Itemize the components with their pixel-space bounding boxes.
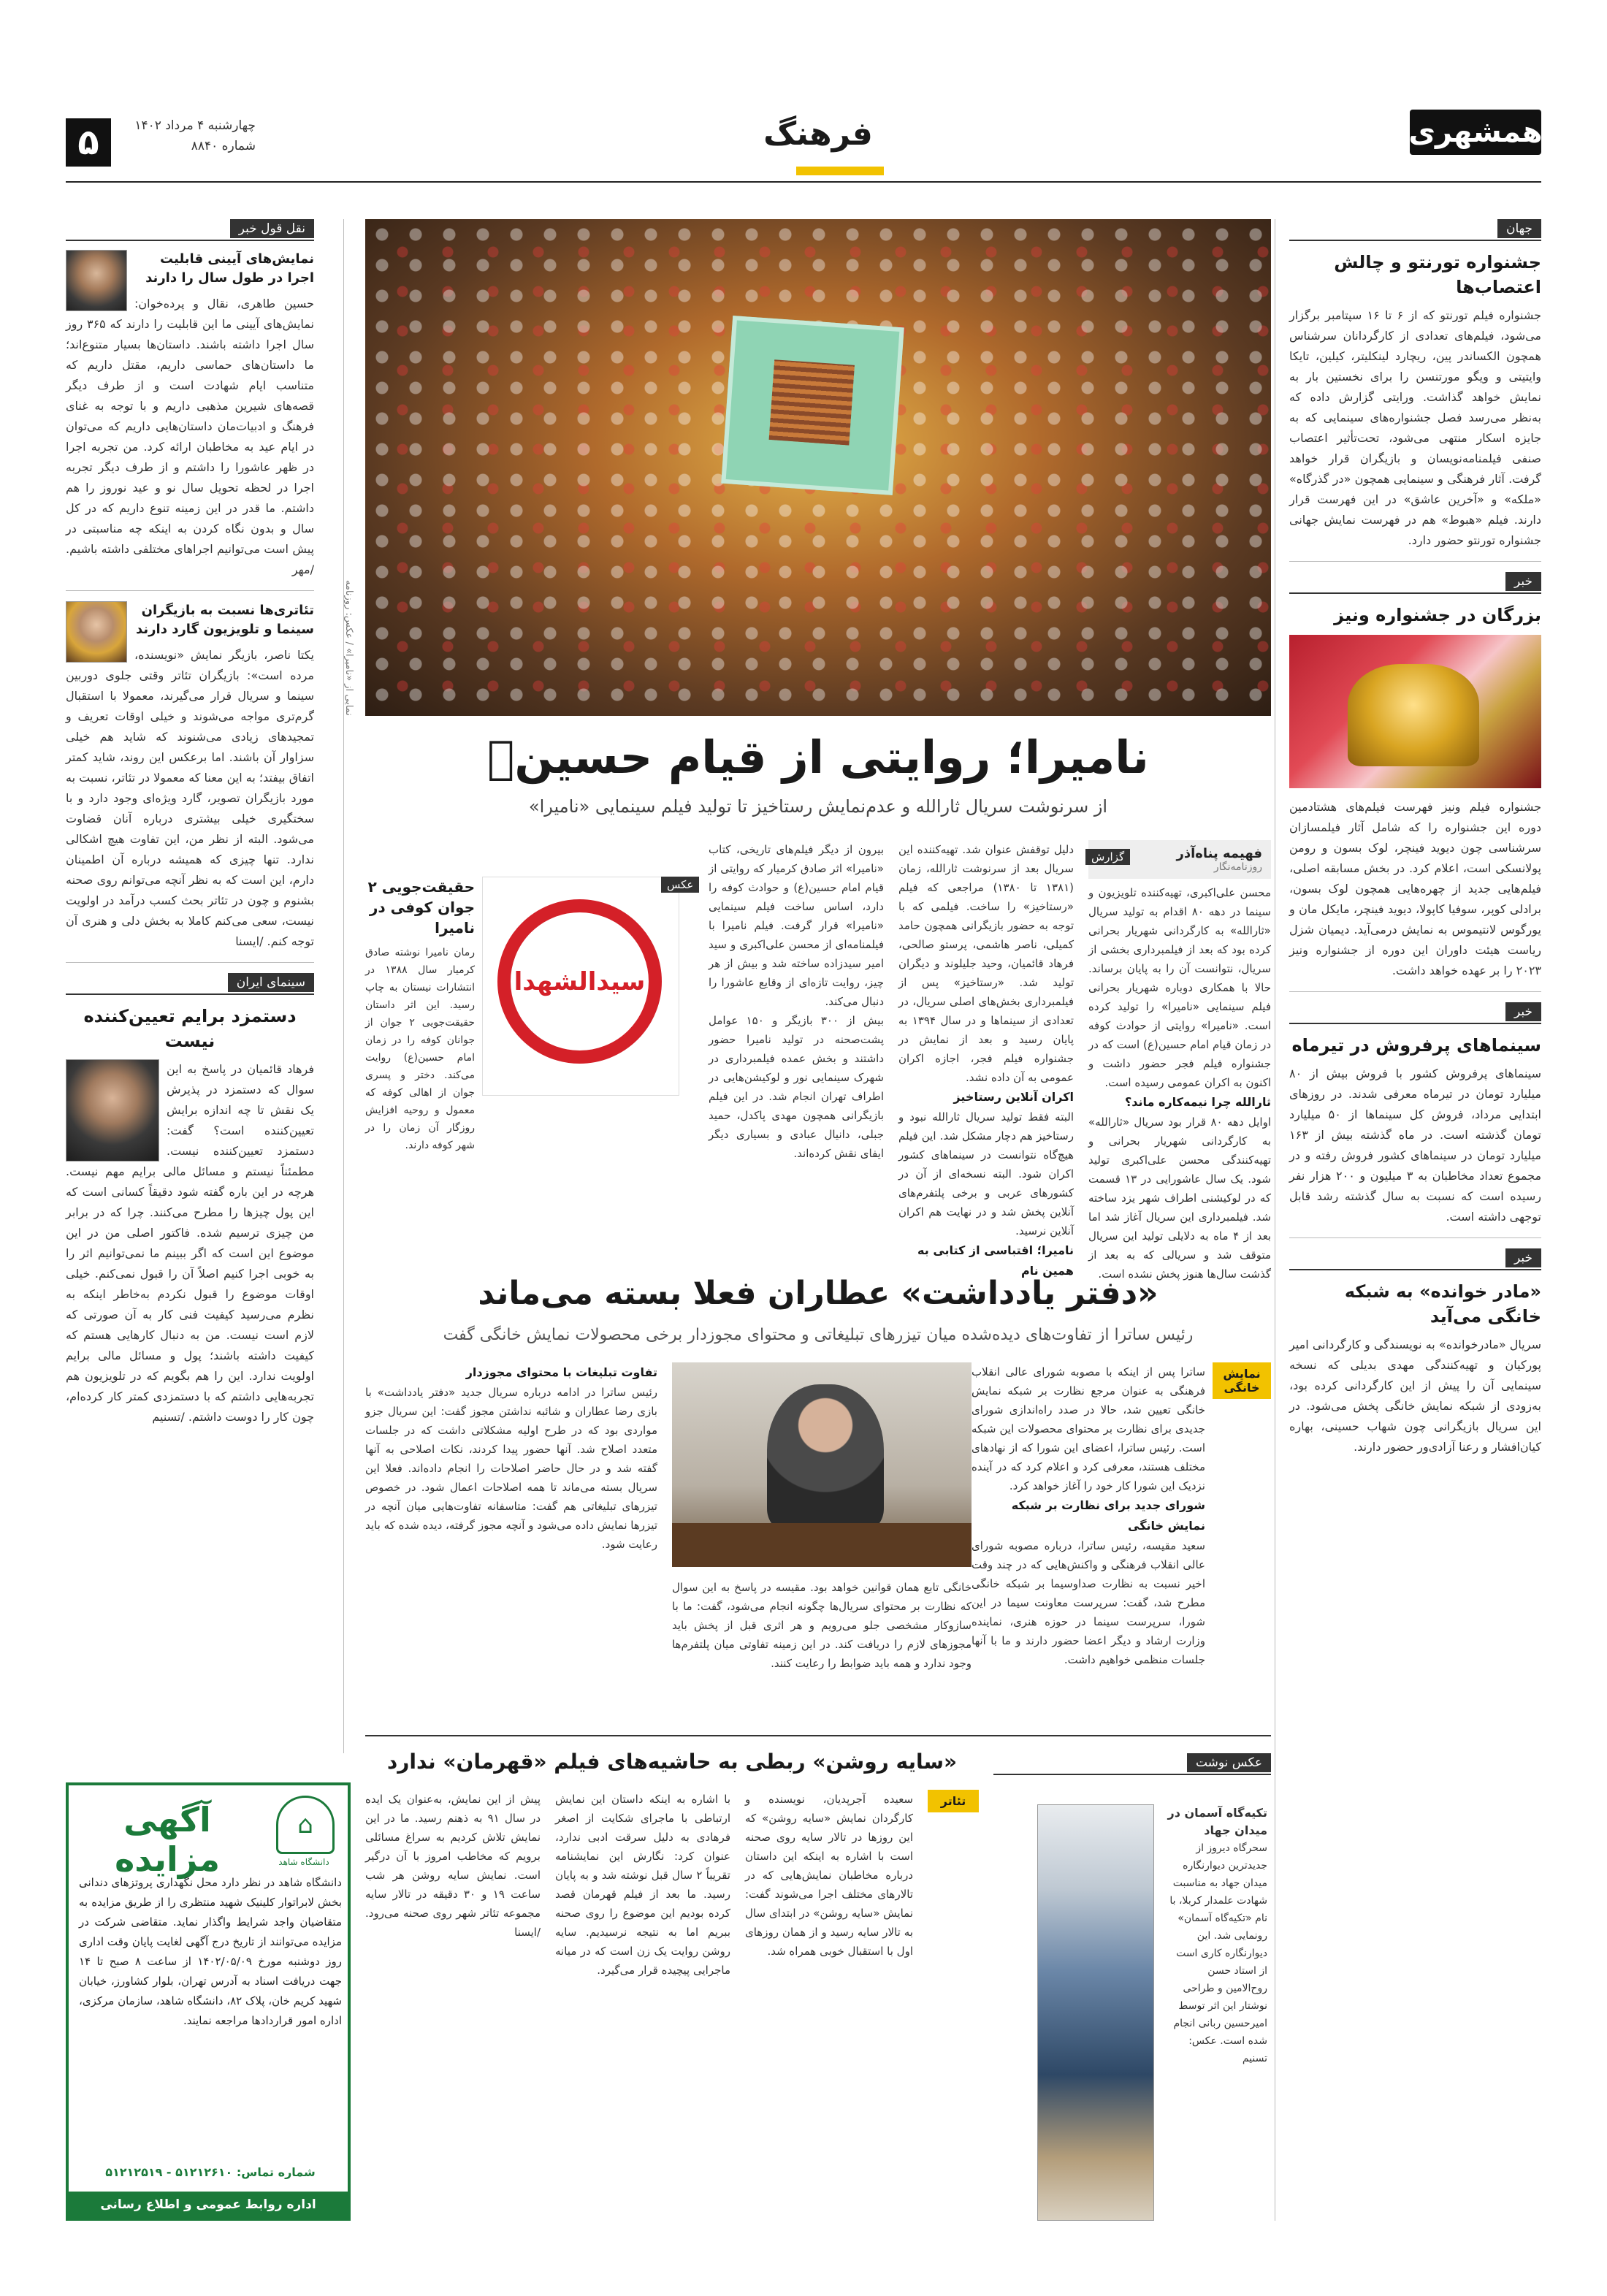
subhead: نامیرا؛ اقتباسی از کتابی به همین نام [917,1243,1074,1278]
article-column [898,840,1074,1281]
article2-subheadline: رئیس ساترا از تفاوت‌های دیده‌شده میان تیزرهای تبلیغاتی و محتوای مجوزدار برخی محصولات نمایش خانگی گفت [443,1326,1194,1344]
poster-tag: عکس [661,877,699,893]
main-headline: نامیرا؛ روایتی از قیام حسینؑ [487,731,1149,784]
article-text: بیرون از دیگر فیلم‌های تاریخی، کتاب «نامیرا» اثر صادق کرمیار که روایتی از قیام امام حسین(ع) و حوادث کوفه را دارد، اساس ساخت فیلم سینمایی «نامیرا» قرار گرفت. فیلم نامیرا با فیلمنامه‌ای از محسن علی‌اکبری و سید امیر سیدزاده ساخته شد و بیش از هر چیز، روایت تازه‌ای از وقایع عاشورا را دنبال می‌کند. [709,843,884,1008]
hero-photo [365,219,1271,716]
avatar [66,250,127,311]
ad-text: دانشگاه شاهد در نظر دارد محل نگهداری پروتزهای دندانی بخش لابراتوار کلینیک شهید منتظری را از طریق مزایده به متقاضیان واجد شرایط واگذار نماید. متقاضی شرکت در مزایده می‌توانند از تاریخ درج آگهی لغایت پایان وقت اداری روز دوشنبه مورخ ۱۴۰۲/۰۵/۰۹ از ساعت ۸ صبح تا ۱۴ جهت دریافت اسناد به آدرس تهران، بلوار کشاورز، خیابان شهید کریم خان، پلاک ۸۲، دانشگاه شاهد، سازمان مرکزی، اداره امور قراردادها مراجعه نمایند. [78,1876,342,2027]
label-bar [993,1753,1271,1775]
article-text: البته فقط تولید سریال ثارالله نبود و رستاخیز هم دچار مشکل شد. این فیلم هیچ‌گاه نتوانست در سینماهای کشور اکران شود. البته نسخه‌ای از آن در کشورهای عربی و برخی پلتفرم‌های آنلاین پخش شد و در نهایت هم اکران آنلاین نرسید. [898,1110,1074,1237]
subhead: تفاوت تبلیغات با محتوای مجوزدار [465,1365,657,1379]
ad-phone: شماره تماس: ۵۱۲۱۲۶۱۰ - ۵۱۲۱۲۵۱۹ [105,2165,316,2179]
report-label: گزارش [1085,849,1130,865]
article-column [972,1362,1205,1669]
divider [365,1735,1271,1736]
article-text: خانگی تابع همان قوانین خواهد بود. مقیسه در پاسخ به این سوال که نظارت بر محتوای سریال‌ها چگونه انجام می‌شود، گفت: ما با سازوکار مشخصی جلو می‌رویم و هر اثری قبل از پخش باید مجوزهای لازم را دریافت کند. در این زمینه تفاوتی میان پلتفرم‌ها وجود ندارد و همه باید ضوابط را رعایت کنند. [672,1581,972,1670]
article-column [709,840,884,1163]
label-bar [66,973,314,995]
byline [1088,840,1271,879]
article-text: محسن علی‌اکبری، تهیه‌کننده تلویزیون و سینما در دهه ۸۰ اقدام به تولید سریال «ثارالله» به کارگردانی شهریار بحرانی کرده بود که بعد از فیلمبرداری بخشی از سریال، نتوانست آن را به پایان برساند. حالا با همکاری دوباره شهریار بحرانی فیلم سینمایی «نامیرا» را تولید کرده است. «نامیرا» روایتی از حوادث کوفه در زمان قیام امام حسین(ع) است که در جشنواره فیلم فجر حضور داشت و اکنون به اکران عمومی رسیده است. [1088,886,1271,1089]
section-label: عکس نوشت [1187,1753,1271,1772]
left-column [66,219,314,1427]
headline-venice: بزرگان در جشنواره ونیز [1334,605,1541,625]
divider [1289,991,1541,992]
masthead-divider [66,181,1541,183]
article-text: با اشاره به اینکه داستان این نمایش ارتباطی با ماجرای شکایت از اصغر فرهادی به دلیل سرقت ادبی ندارد، عنوان کرد: نگارش این نمایشنامه تقریباً ۲ سال قبل نوشته شد و به پایان رسید. ما بعد از فیلم قهرمان قصد کرده بودیم این موضوع را روی صحنه ببریم اما به نتیجه نرسیدیم. سایه روشن روایت یک زن است که در میانه ماجرایی پیچیده قرار می‌گیرد. [555,1793,730,1977]
subhead: شورای جدید برای نظارت بر شبکه نمایش خانگی [1011,1498,1205,1533]
venice-lion-photo [1289,635,1541,788]
masthead [66,110,1541,179]
mural-caption-text: سحرگاه دیروز از جدیدترین دیوارنگاره میدان جهاد به مناسبت شهادت علمدار کربلا، با نام «تکیه‌گاه آسمان» رونمایی شد. این دیوارنگاره کاری است از استاد حسن روح‌الامین و طراحی نوشتار این اثر توسط امیرحسین ربانی انجام شده است. عکس: تسنیم [1169,1842,1267,2064]
auction-ad [66,1782,351,2221]
quote-1 [66,250,314,580]
sidebar-poster [482,877,679,1096]
mural-title: تکیه‌گاه آسمان در میدان جهاد [1167,1806,1267,1837]
article-text: اوایل دهه ۸۰ قرار بود سریال «ثارالله» به کارگردانی شهریار بحرانی و تهیه‌کنندگی محسن علی‌اکبری تولید شود. یک سال عاشورایی در ۱۳ قسمت که در لوکیشنی اطراف شهر یزد ساخته شد. فیلمبرداری این سریال آغاز شد اما بعد از ۴ ماه به دلایلی تولید این سریال متوقف شد و سریالی که به بعد از گذشت سال‌ها هنوز پخش نشده است. [1088,1115,1272,1281]
author-role: روزنامه‌نگار [1213,861,1262,873]
box-headline [365,877,475,1154]
label-bar [1289,219,1541,241]
label-bar [1289,1248,1541,1270]
body-madarkhandeh: سریال «مادرخوانده» به نویسندگی و کارگردانی امیر پورکیان و تهیه‌کنندگی مهدی بدیلی که نسخه سینمایی آن را پیش از این کارگردانی کرده بود، به‌زودی از شبکه نمایش خانگی پخش می‌شود. در این سریال بازیگرانی چون شهاب حسینی، بهاره کیان‌افشار و رعنا آزادی‌ور حضور دارند. [1289,1338,1541,1454]
subhead: اکران آنلاین رستاخیز [953,1090,1074,1104]
desk [672,1523,972,1567]
category-tag: نمایش خانگی [1213,1362,1271,1399]
article2-headline: «دفتر یادداشت» عطاران فعلا بسته می‌ماند [478,1275,1159,1312]
section-label: سینمای ایران [228,973,314,992]
avatar [66,1059,159,1162]
mural-caption [1165,1804,1267,2067]
article-column [365,1362,657,1554]
issue-date: چهارشنبه ۴ مرداد ۱۴۰۲ [134,118,256,133]
right-column [1289,219,1541,1457]
photo-credit: نمایی از «نامیرا» / عکس: روزنامه [343,580,354,716]
headline-toronto: جشنواره تورنتو و چالش اعتصاب‌ها [1334,252,1541,297]
golden-lion-icon [1348,664,1479,766]
body-venice: جشنواره فیلم ونیز فهرست فیلم‌های هشتادمین دوره این جشنواره را که شامل آثار فیلمسازان سرشناسی چون دیوید فینچر، لوک بسون و رومن پولانسکی است، اعلام کرد. در بخش مسابقه اصلی، فیلم‌هایی جدید از چهره‌هایی همچون لوک بسون، برادلی کوپر، سوفیا کاپولا، دیوید فینچر، مایکل مان و یورگوس لانتیموس به نمایش درمی‌آید. دیمیان شزل ریاست هیئت داوران این دوره از جشنواره ونیز ۲۰۲۳ را بر عهده خواهد داشت. [1289,800,1541,977]
section-title-bar [796,167,884,175]
article-column [365,1790,541,1942]
person-figure [767,1384,884,1530]
article-text: پیش از این نمایش، به‌عنوان یک ایده در سال ۹۱ به ذهنم رسید. ما در این نمایش تلاش کردیم به سراغ مسائلی برویم که مخاطب امروز با آن درگیر است. نمایش سایه روشن هر شب ساعت ۱۹ و ۳۰ دقیقه در تالار سایه مجموعه تئاتر شهر روی صحنه می‌رود. /ایسنا [365,1793,541,1939]
label-bar [1289,572,1541,594]
ad-footer: اداره روابط عمومی و اطلاع رسانی [69,2192,348,2218]
section-title: فرهنگ [763,115,873,153]
label-bar [66,219,314,241]
headline-madarkhandeh: «مادر خوانده» به شبکه خانگی می‌آید [1344,1281,1541,1327]
ad-logo-text: دانشگاه شاهد [278,1857,329,1867]
body-qaemian: فرهاد قائمیان در پاسخ به این سوال که دستمزد در پذیرش یک نقش تا چه اندازه برایش تعیین‌کننده است؟ گفت: دستمزد تعیین‌کننده نیست. مطمئناً نیستم و مسائل مالی برایم مهم نیست. هرچه در این باره گفته شود دقیقاً کسانی است که این پول چیزها را مطرح می‌کنند. چرا که در برابر من چیزی ترسیم شده. فاکتور اصلی من در این موضوع این است که اگر ببینم ما نمی‌توانیم اثر را به خوبی اجرا کنیم اصلاً آن را قبول نمی‌کنم. خیلی اوقات موضوع را قبول نکردم به‌خاطر اینکه به نظرم می‌رسید کیفیت فنی کار به آن صورتی که لازم است نیست. من به دنبال کارهایی هستم که کیفیت داشته باشند؛ پول و مسائل مالی برایم اولویت ندارد. این را هم بگویم که در تلویزیون هم تجربه‌هایی داشتم که با دستمزدی کمتر کار کرده‌ام، چون کار را دوست داشتم. /تسنیم [66,1062,314,1424]
divider [1289,1237,1541,1238]
quote-2 [66,601,314,952]
box-title-text: حقیقت‌جویی ۲ جوان کوفی در نامیرا [367,878,475,937]
author-name: فهیمه پناه‌آذر [1176,846,1262,861]
photo-section [993,1753,1271,1784]
avatar [66,601,127,663]
divider [66,590,314,591]
quote-headline: نمایش‌های آیینی قابلیت اجرا در طول سال را دارند [145,251,314,286]
article-column [672,1578,972,1673]
university-logo-icon: ⌂ [276,1796,335,1854]
section-label: خبر [1505,1248,1541,1267]
seal-text: سیدالشهدا [514,966,646,996]
divider [1289,561,1541,562]
section-label: نقل قول خبر [230,219,314,238]
satra-chief-photo [672,1362,972,1567]
quote-body: حسین طاهری، نقال و پرده‌خوان: نمایش‌های آیینی ما این قابلیت را دارند که ۳۶۵ روز سال اجرا داشته باشند. داستان‌ها بسیار متنوع‌اند؛ ما داستان‌های حماسی داریم، مقتل داریم که متناسب ایام شهادت است و از طرف دیگر قصه‌های شیرین مذهبی داریم و با توجه به غنای فرهنگ و ادبیات‌مان داستان‌هایی داریم که می‌توان در ایام عید به مخاطبان ارائه کرد. من تجربه اجرا در ظهر عاشورا را داشتم و از طرف دیگر تجربه اجرا در لحظه تحویل سال نو و عید نوروز را هم داشتم. ما قدر در این زمینه تنوع داریم که در کل سال و بدون نگاه کردن به اینکه چه مناسبتی در پیش است می‌توانیم اجراهای مختلفی داشته باشیم. /مهر [66,297,315,576]
article3-headline: «سایه روشن» ربطی به حاشیه‌های فیلم «قهرمان» ندارد [386,1750,958,1774]
divider [66,962,314,963]
article-text: سعید مقیسه، رئیس ساترا، درباره مصوبه شورای عالی انقلاب فرهنگی و واکنش‌هایی که در چند وقت اخیر نسبت به نظارت صداوسیما بر شبکه خانگی مطرح شد، گفت: سرپرست معاونت سیما در این شورا، سرپرست سینما در حوزه هنری، نماینده وزارت ارشاد و دیگر اعضا حضور دارند و ما با آنها جلسات منظمی خواهیم داشت. [972,1539,1205,1666]
article-satra [365,1362,1271,1691]
issue-number: شماره ۸۸۴۰ [191,139,256,153]
rug [769,359,855,445]
stage-mat [721,316,904,495]
body-toronto: جشنواره فیلم تورنتو که از ۶ تا ۱۶ سپتامبر برگزار می‌شود، فیلم‌های تعدادی از کارگردانان سرشناس همچون الکساندر پین، ریچارد لینکلیتر، کیلین، تایکا وایتیتی و ویگو مورتنسن را برای نخستین بار به نمایش خواهد گذاشت. ورایتی گزارش داده که به‌نظر می‌رسد فصل جشنواره‌های سینمایی که به جایزه اسکار منتهی می‌شود، تحت‌تأثیر اعتصاب صنفی فیلمنامه‌نویسان و بازیگران قرار خواهد گرفت. آثار فرهنگی و سینمایی همچون «در گذرگاه» «ملکه» و «آخرین عاشق» در این فهرست قرار دارند. فیلم «هبوط» هم در فهرست نمایش جهانی جشنواره تورنتو حضور دارد. [1289,308,1542,547]
headline-qaemian: دستمزد برایم تعیین‌کننده نیست [83,1006,297,1051]
section-label: خبر [1505,1002,1541,1021]
issue-info [124,115,256,156]
article-column [745,1790,913,1961]
article-text: ساترا پس از اینکه با مصوبه شورای عالی انقلاب فرهنگی به عنوان مرجع نظارت بر شبکه نمایش خانگی تعیین شد، حالا در صدد راه‌اندازی شورای جدیدی برای نظارت بر محتوای محصولات این شبکه است. رئیس ساترا، اعضای این شورا که از نهادهای مختلف هستند، معرفی کرد و اعلام کرد که در آینده نزدیک این شورا کار خود را آغاز خواهد کرد. [972,1365,1205,1492]
article-column [1088,840,1271,1284]
mural-photo [1037,1804,1154,2221]
calligraphy-seal [497,899,662,1064]
article-sayeh-roshan [365,1782,979,2221]
main-subheadline: از سرنوشت سریال ثارالله و عدم‌نمایش رستاخیز تا تولید فیلم سینمایی «نامیرا» [528,796,1108,817]
newspaper-logo: همشهری [1410,110,1541,155]
article-text: دلیل توقفش عنوان شد. تهیه‌کننده این سریال بعد از سرنوشت ثارالله، زمان (۱۳۸۱ تا ۱۳۸۰) مراجعی که فیلم «رستاخیز» را ساخت. فیلمی که با توجه به حضور بازیگرانی همچون حامد کمیلی، ناصر هاشمی، پرستو صالحی، فرهاد قائمیان، وحید جلیلوند و دیگران تولید شد. «رستاخیز» پس از فیلمبرداری بخش‌های اصلی سریال، در تعدادی از سینماها و در سال ۱۳۹۴ به پایان رسید و بعد از نمایش در جشنواره فیلم فجر، اجازه اکران عمومی به آن داده نشد. [898,843,1074,1084]
label-bar [1289,1002,1541,1024]
category-tag: تئاتر [928,1790,979,1812]
box-text: رمان نامیرا نوشته صادق کرمیار سال ۱۳۸۸ در انتشارات نیستان به چاپ رسید. این اثر داستان حقیقت‌جویی ۲ جوان از جوانان کوفه را در زمان امام حسین(ع) روایت می‌کند. دختر و پسری جوان از اهالی کوفه که معمول و روحیه افزایش روزگار آن زمان را در شهر کوفه دارند. [365,947,475,1151]
article-text: بیش از ۳۰۰ بازیگر و ۱۵۰ عوامل پشت‌صحنه در تولید نامیرا حضور داشتند و بخش عمده فیلمبرداری در شهرک سینمایی نور و لوکیشن‌هایی در اطراف تهران انجام شد. در این فیلم بازیگرانی همچون مهدی پاکدل، حمید جبلی، دانیال عبادی و بسیاری دیگر ایفای نقش کرده‌اند. [709,1014,884,1160]
article-column [555,1790,730,1980]
article-text: رئیس ساترا در ادامه درباره سریال جدید «دفتر یادداشت» با بازی رضا عطاران و شائبه نداشتن مجوز گفت: این سریال جزو مواردی بود که در طرح اولیه مشکلاتی داشت که در جلسات متعدد اصلاح شد. آنها حضور پیدا کردند، نکات اصلاحی به آنها گفته شد و در حال حاضر اصلاحات را انجام داده‌اند. فعلا این سریال بسته می‌ماند تا همه اصلاحات اعمال شود. در خصوص تیزرهای تبلیغاتی هم گفت: متاسفانه تفاوت‌هایی میان آنچه در تیزرها نمایش داده می‌شود و آنچه مجوز گرفته، دیده شده که باید رعایت شود. [365,1386,657,1551]
section-label: جهان [1497,219,1541,238]
subhead: ثارالله چرا نیمه‌کاره ماند؟ [1124,1095,1271,1109]
page-number: ۵ [66,118,111,167]
headline-box-office: سینماهای پرفروش در تیرماه [1291,1035,1541,1056]
column-rule [343,219,344,1753]
section-label: خبر [1505,572,1541,591]
article-text: سعیده آجرپدیان، نویسنده و کارگردان نمایش «سایه روشن» که این روزها در تالار سایه روی صحنه است با اشاره به اینکه این داستان درباره مخاطبان نمایش‌هایی که در تالارهای مختلف اجرا می‌شوند گفت: نمایش «سایه روشن» در ابتدای سال به تالار سایه رسید و از همان روزهای اول با استقبال خوبی همراه شد. [745,1793,913,1958]
quote-body: یکتا ناصر، بازیگر نمایش «نویسنده، مرده است»: بازیگران تئاتر وقتی جلوی دوربین سینما و سریال قرار می‌گیرند، معمولا با استقبال گرم‌تری مواجه می‌شوند و خیلی اوقات تعریف و تمجیدهای زیادی می‌شنوند که شاید هم خیلی سزاوار آن باشند. اما برعکس این روند، شاید کمتر اتفاق بیفتد؛ به این معنا که معمولا در تئاتر، نسبت به مورد بازیگران تصویر، گارد ویژه‌ای وجود دارد و با سختگیری خیلی بیشتری درباره آنان قضاوت می‌شود. البته از نظر من، این تفاوت هیچ اشکالی ندارد. تنها چیزی که همیشه درباره آن اطمینان دارم، این است که به نظر آنچه می‌توانم روی صحنه بشنوم و چون در تئاتر بحث کسب درآمد در اولویت نیست، سعی می‌کنم کاملا به بخش دلی و هنری آن توجه کنم. /ایسنا [66,648,314,948]
ad-title: آگهی مزایده [115,1800,220,1879]
body-box-office: سینماهای پرفروش کشور با فروش بیش از ۸۰ میلیارد تومان در تیرماه معرفی شدند. در روزهای ابتدایی مرداد، فروش کل سینماها از ۵۰ میلیارد تومان گذشته است. در ماه گذشته بیش از ۱۶۳ میلیارد تومان در سینماهای کشور فروش رفته و در مجموع تعداد مخاطبان به ۳ میلیون و ۲۰۰ هزار نفر رسیده است که نسبت به سال گذشته رشد قابل توجهی داشته است. [1289,1067,1542,1224]
quote-headline: تئاتری‌ها نسبت به بازیگران سینما و تلویزیون گارد دارند [136,603,314,637]
